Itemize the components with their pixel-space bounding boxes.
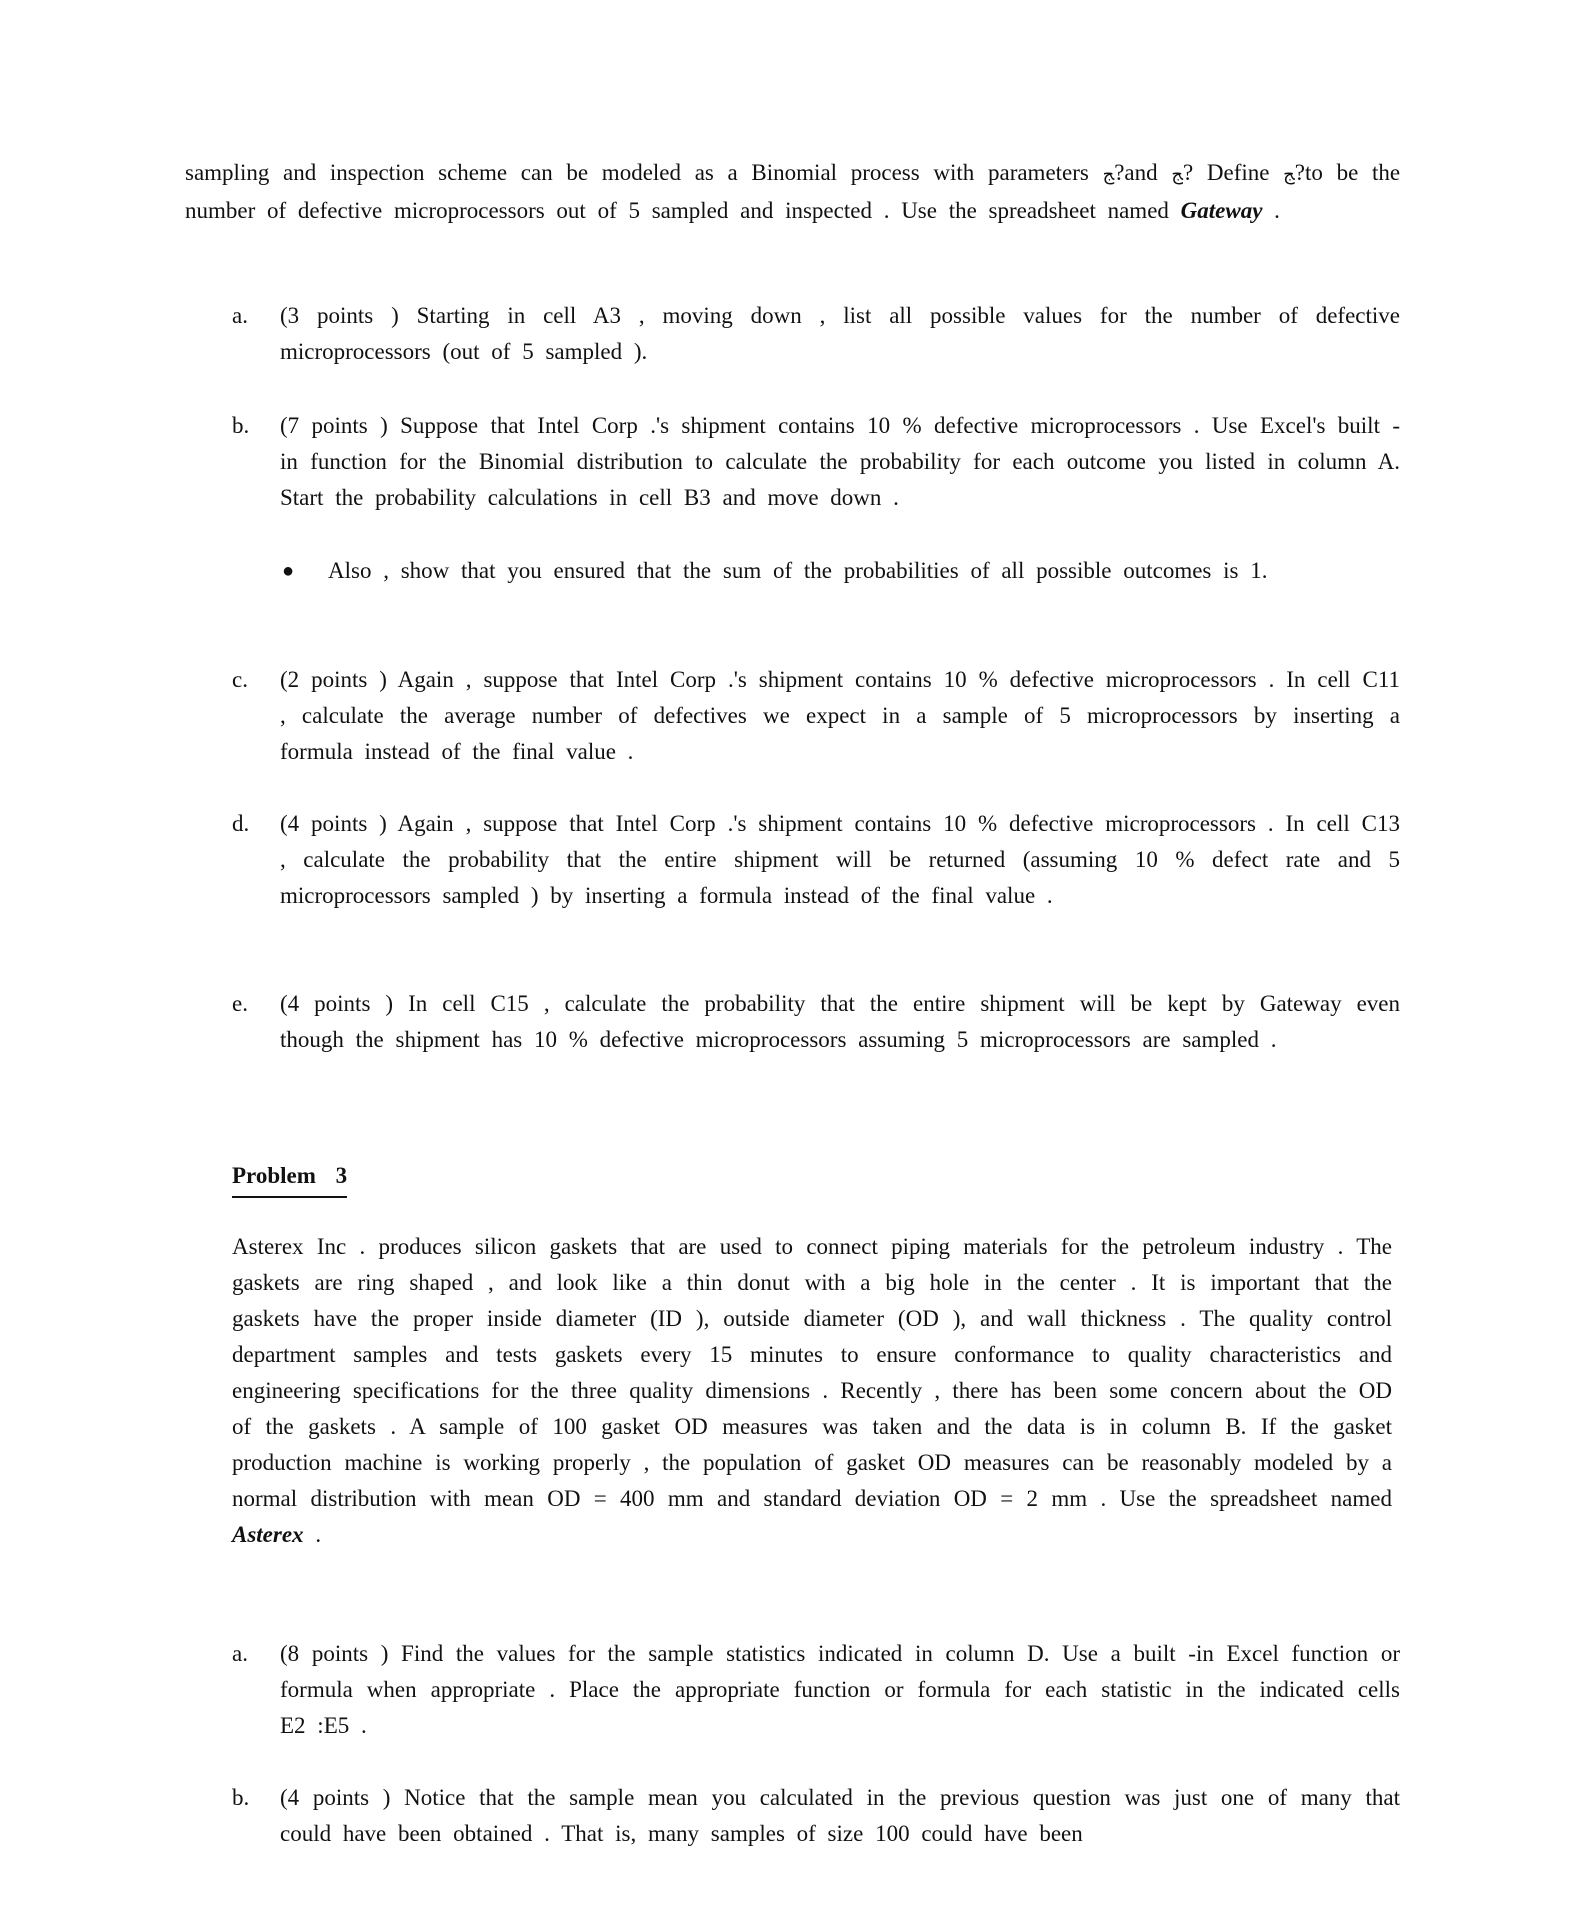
spreadsheet-name-gateway: Gateway bbox=[1180, 198, 1263, 223]
item-text: (2 points ) Again , suppose that Intel Corp .'s shipment contains 10 % defective microprocessors . In cell C11 , calculate the average number of defectives we expect in a sample of 5 microprocessors by inserting a formula instead of the final value . bbox=[280, 667, 1400, 764]
parameter-symbol-1: ﺞ bbox=[1102, 164, 1115, 185]
item-marker: e. bbox=[232, 991, 248, 1016]
problem3-intro-end: . bbox=[315, 1522, 322, 1547]
item-marker: b. bbox=[232, 1785, 250, 1810]
item-marker: a. bbox=[232, 1641, 248, 1666]
intro-text-part1: sampling and inspection scheme can be modeled as a Binomial process with parameters bbox=[185, 160, 1089, 185]
problem3-intro-text: Asterex Inc . produces silicon gaskets that are used to connect piping materials for the petroleum industry . The gaskets are ring shaped , and look like a thin donut with a big hole in the center . It is important that the gaskets have the proper inside diameter (ID ), outside diameter (OD ), and wall thickness . The quality control department samples and tests gaskets every 15 minutes to ensure conformance to quality characteristics and engineering specifications for the three quality dimensions . Recently , there has been some concern about the OD of the gaskets . A sample of 100 gasket OD measures was taken and the data is in column B. If the gasket production machine is working properly , the population of gasket OD measures can be reasonably modeled by a normal distribution with mean OD = 400 mm and standard deviation OD = 2 mm . Use the spreadsheet named bbox=[232, 1234, 1392, 1511]
problem2-intro-paragraph bbox=[185, 155, 1400, 229]
item-marker: a. bbox=[232, 303, 248, 328]
intro-and-word: ?and bbox=[1114, 160, 1158, 185]
spreadsheet-name-asterex: Asterex bbox=[232, 1522, 304, 1547]
intro-text-part2: ?to be the number of defective microprocessors out of 5 sampled and inspected . Use the spreadsheet named bbox=[185, 160, 1401, 223]
bullet-text: Also , show that you ensured that the sum of the probabilities of all possible outcomes is 1. bbox=[328, 558, 1268, 583]
intro-define-word: Define bbox=[1206, 160, 1270, 185]
parameter-symbol-2: ﺞ bbox=[1171, 164, 1183, 185]
item-marker: c. bbox=[232, 667, 248, 692]
intro-end-period: . bbox=[1274, 198, 1280, 223]
item-text: (7 points ) Suppose that Intel Corp .'s shipment contains 10 % defective microprocessors . Use Excel's built -in function for the Binomial distribution to calculate the probability for each outcome you listed in column A. Start the probability calculations in cell B3 and move down . bbox=[280, 413, 1400, 510]
problem3-heading: Problem 3 bbox=[232, 1158, 347, 1198]
item-text: (8 points ) Find the values for the sample statistics indicated in column D. Use a built -in Excel function or formula when appropriate . Place the appropriate function or formula for each statistic in the indicated cells E2 :E5 . bbox=[280, 1641, 1400, 1738]
item-text: (3 points ) Starting in cell A3 , moving down , list all possible values for the number of defective microprocessors (out of 5 sampled ). bbox=[280, 303, 1400, 364]
parameter-symbol-3: ﺞ bbox=[1283, 164, 1295, 185]
item-marker: d. bbox=[232, 811, 250, 836]
item-text: (4 points ) Notice that the sample mean you calculated in the previous question was just one of many that could have been obtained . That is, many samples of size 100 could have been bbox=[280, 1785, 1400, 1846]
item-text: (4 points ) Again , suppose that Intel Corp .'s shipment contains 10 % defective microprocessors . In cell C13 , calculate the probability that the entire shipment will be returned (assuming 10 % defect rate and 5 microprocessors sampled ) by inserting a formula instead of the final value . bbox=[280, 811, 1400, 908]
item-marker: b. bbox=[232, 413, 250, 438]
item-text: (4 points ) In cell C15 , calculate the probability that the entire shipment will be kept by Gateway even though the shipment has 10 % defective microprocessors assuming 5 microprocessors are sampled . bbox=[280, 991, 1400, 1052]
problem3-intro-paragraph bbox=[232, 1229, 1392, 1553]
bullet-dot: ● bbox=[282, 560, 295, 582]
intro-question-mark: ? bbox=[1182, 160, 1194, 185]
